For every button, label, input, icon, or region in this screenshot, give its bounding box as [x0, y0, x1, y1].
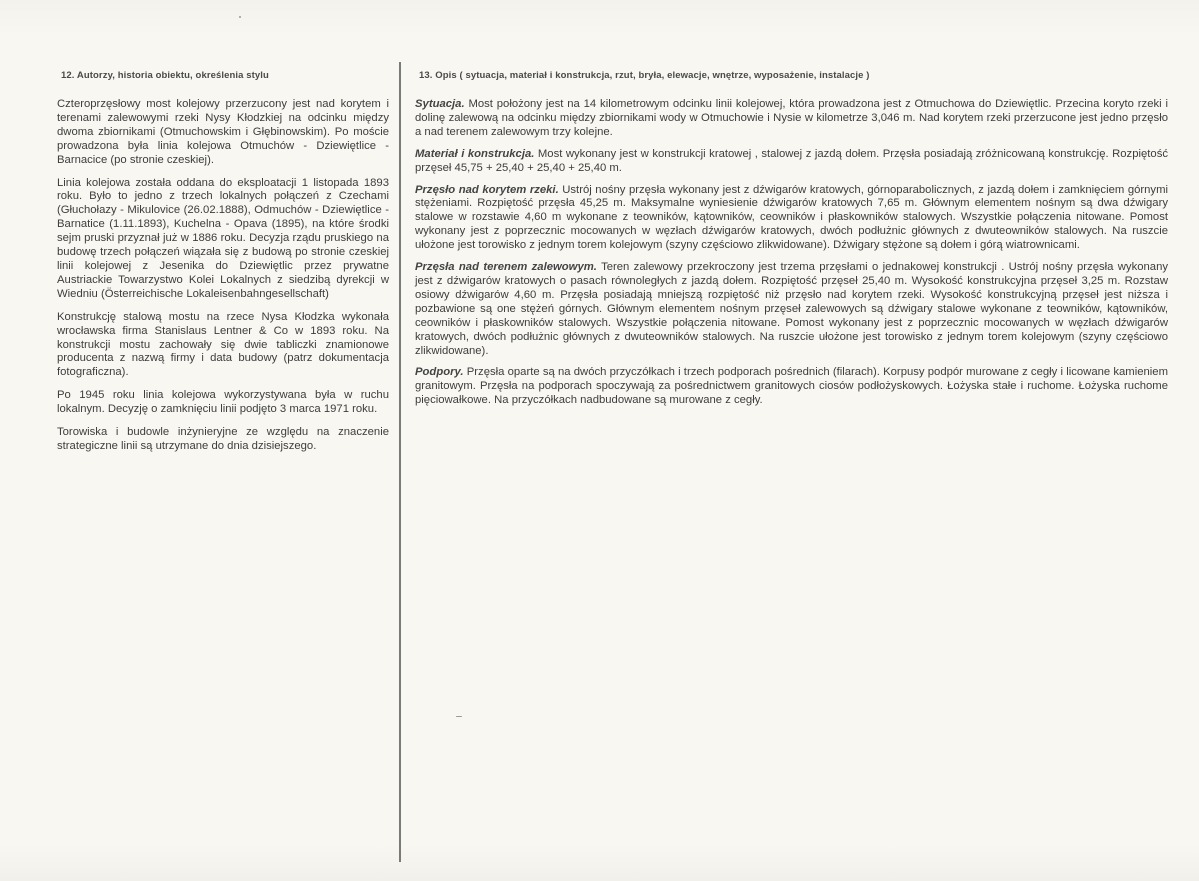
description-paragraph-main-span — [415, 184, 1168, 254]
history-paragraph: Konstrukcję stalową mostu na rzece Nysa Kłodzka wykonała wrocławska firma Stanislaus Lentner & Co w 1893 roku. Na konstrukcji mostu zachowały się dwie tabliczki znamionowe producenta z nazwą firmy i data budowy (patrz dokumentacja fotograficzna). — [57, 310, 389, 379]
scan-speck — [239, 16, 241, 18]
history-column — [57, 70, 389, 463]
paragraph-text: Most położony jest na 14 kilometrowym odcinku linii kolejowej, która prowadzona jest z Otmuchowa do Dziewiętlic. Przecina koryto rzeki i dolinę zalewową na odcinku między zbiornikami wody w Otmuchowie i Nysie w kilometrze 3,046 m. Nad korytem rzeki przerzucone jest jedno przęsło a nad terenem zalewowym trzy kolejne. — [415, 98, 1168, 138]
paragraph-text: Przęsła oparte są na dwóch przyczółkach i trzech podporach pośrednich (filarach). Korpusy podpór murowane z cegły i licowane kamieniem granitowym. Przęsła na podporach spoczywają za pośrednictwem granitowych ciosów podłożyskowych. Łożyska stałe i ruchome. Łożyska ruchome pięciowałkowe. Na przyczółkach nadbudowane są murowane z cegły. — [415, 366, 1168, 407]
paragraph-lead: Podpory. — [415, 366, 464, 379]
section-13-heading: 13. Opis ( sytuacja, materiał i konstrukcja, rzut, bryła, elewacje, wnętrze, wyposażenie, instalacje ) — [419, 70, 870, 81]
description-paragraph-flood-spans — [415, 261, 1168, 358]
history-paragraph: Torowiska i budowle inżynieryjne ze względu na znaczenie strategiczne linii są utrzymane do dnia dzisiejszego. — [57, 426, 389, 452]
paragraph-lead: Materiał i konstrukcja. — [415, 147, 535, 160]
section-12-heading: 12. Autorzy, historia obiektu, określenia stylu — [61, 70, 269, 81]
scan-speck — [456, 716, 462, 717]
history-paragraph: Po 1945 roku linia kolejowa wykorzystywana była w ruchu lokalnym. Decyzję o zamknięciu linii podjęto 3 marca 1971 roku. — [57, 389, 389, 416]
description-paragraph-material — [415, 148, 1168, 176]
paragraph-text: Ustrój nośny przęsła wykonany jest z dźwigarów kratowych, górnoparabolicznych, z jazdą dołem i zamknięciem górnymi stężeniami. Rozpiętość przęsła 45,25 m. Maksymalne wyniesienie dźwigarów kratowych 7,65 m. Głównym elementem nośnym są dwa dźwigary stalowe w rozstawie 4,60 m wykonane z teowników, kątowników, ceowników i płaskowników stalowych. Wszystkie połączenia nitowane. Pomost wykonany jest z poprzecznic mocowanych w węzłach dźwigarów kratowych, dwóch podłużnic głównych z dwuteowników stalowych. Na ruszcie ułożone jest torowisko z jednym torem kolejowym (szyny częściowo zlikwidowane). Dźwigary stężone są dołem i górą wiatrownicami. — [415, 183, 1168, 252]
history-paragraph: Czteroprzęsłowy most kolejowy przerzucony jest nad korytem i terenami zalewowymi rzeki Nysy Kłodzkiej na odcinku między dwoma zbiornikami (Otmuchowskim i Głębinowskim). Po moście prowadzona była linia kolejowa Otmuchów - Dziewiętlice - Barnacice (po stronie czeskiej). — [57, 98, 389, 166]
paragraph-lead: Przęsła nad terenem zalewowym. — [415, 261, 597, 274]
paragraph-lead: Przęsło nad korytem rzeki. — [415, 183, 559, 196]
paragraph-text: Teren zalewowy przekroczony jest trzema przęsłami o jednakowej konstrukcji . Ustrój nośny przęsła wykonany jest z dźwigarów kratowych o pasach równoległych z jazdą dołem. Rozpiętość przęseł 25,40 m. Wysokość konstrukcyjna przęseł 3,25 m. Rozstaw osiowy dźwigarów 4,60 m. Przęsła posiadają mniejszą rozpiętość niż przęsło nad korytem rzeki. Wysokość konstrukcyjną przęseł jest niższa i pozbawione są one stężeń górnych. Głównym elementem nośnym przęseł zalewowych są dźwigary stalowe wykonane z teowników, kątowników, ceowników i płaskowników stalowych. Wszystkie połączenia nitowane. Pomost wykonany jest z poprzecznic mocowanych w węzłach dźwigarów kratowych, dwóch podłużnic głównych z dwuteowników stalowych. Na ruszcie ułożone jest torowisko z jednym torem kolejowym (szyny częściowo zlikwidowane). — [415, 261, 1168, 357]
paragraph-text: Most wykonany jest w konstrukcji kratowej , stalowej z jazdą dołem. Przęsła posiadają zróżnicowaną konstrukcję. Rozpiętość przęseł 45,75 + 25,40 + 25,40 + 25,40 m. — [415, 147, 1168, 174]
history-paragraph: Linia kolejowa została oddana do eksploatacji 1 listopada 1893 roku. Było to jedno z trzech lokalnych połączeń z Czechami (Głuchołazy - Mikulovice (26.02.1888), Odmuchów - Dziewiętlice - Barnatice (1.11.1893), Kuchelna - Opava (1895), na które środki sejm pruski przyznał już w 1886 roku. Decyzja rządu pruskiego na budowę trzech połączeń wiązała się z budową po stronie czeskiej linii kolejowej z Jesenika do Dziewiętlic przez prywatne Austriackie Towarzystwo Kolei Lokalnych z siedzibą dyrekcji w Wiedniu (Österreichische Lokaleisenbahngesellschaft) — [57, 176, 389, 300]
description-paragraph-supports — [415, 366, 1168, 408]
paragraph-lead: Sytuacja. — [415, 98, 465, 110]
description-paragraph-situation — [415, 98, 1168, 140]
column-divider — [399, 62, 401, 862]
description-column — [415, 70, 1168, 416]
